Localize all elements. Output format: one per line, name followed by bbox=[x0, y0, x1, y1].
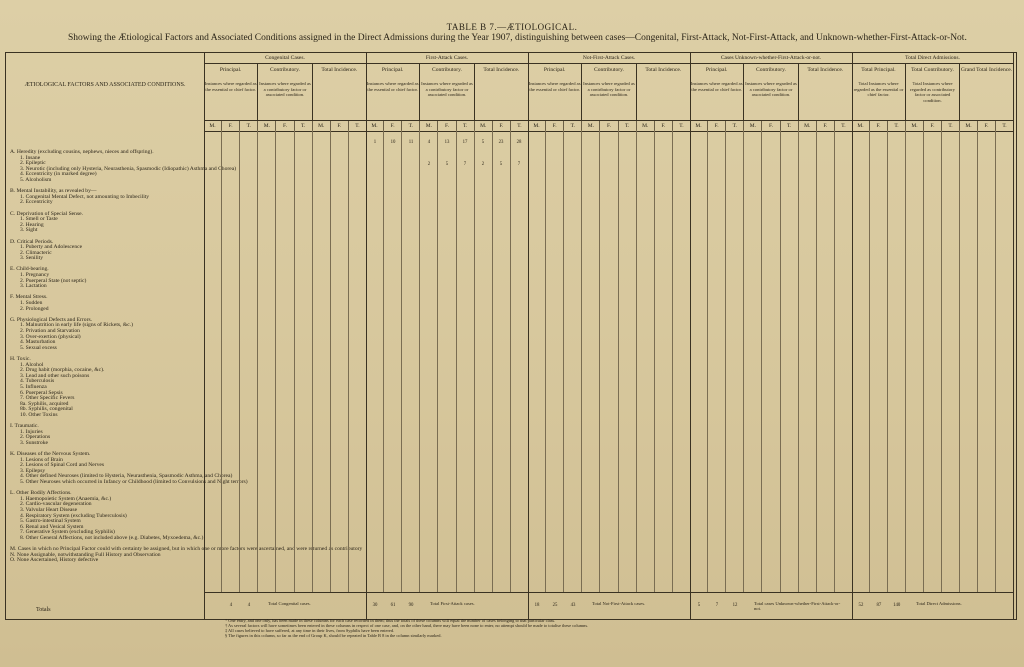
data-column bbox=[619, 130, 637, 593]
totals-label: Totals bbox=[36, 607, 51, 613]
group-total-label: Total Direct Admissions. bbox=[916, 601, 962, 606]
data-column bbox=[295, 130, 313, 593]
condition-category: E. Child-bearing. bbox=[10, 266, 49, 273]
data-columns bbox=[852, 130, 1013, 593]
data-column bbox=[313, 130, 331, 593]
sex-header: M. bbox=[906, 121, 924, 131]
data-column bbox=[978, 130, 996, 593]
data-column bbox=[762, 130, 780, 593]
condition-item: 5. Influenza bbox=[20, 383, 47, 390]
sex-header: F. bbox=[870, 121, 888, 131]
data-column bbox=[870, 130, 888, 593]
data-column bbox=[276, 130, 294, 593]
table-cell bbox=[402, 162, 420, 167]
condition-item: 3. Sight bbox=[20, 227, 38, 234]
sub-header-description: Total Instances where regarded as the essential or chief factor. bbox=[853, 81, 904, 98]
column-group bbox=[690, 53, 853, 619]
data-column bbox=[366, 130, 384, 593]
condition-item: 6. Renal and Vesical System bbox=[20, 523, 84, 530]
data-column bbox=[564, 130, 582, 593]
data-column bbox=[528, 130, 546, 593]
sub-header-description: Instances where regarded as the essential or chief factor. bbox=[366, 81, 419, 92]
sex-header: M. bbox=[475, 121, 493, 131]
data-column bbox=[817, 130, 835, 593]
sub-header-description: Instances where regarded as a contributory factor or associated condition. bbox=[421, 81, 473, 98]
sex-header: F. bbox=[438, 121, 456, 131]
sex-header: T. bbox=[781, 121, 799, 131]
column-group bbox=[366, 53, 529, 619]
sub-header-contributory bbox=[744, 64, 798, 120]
total-cell: 87 bbox=[876, 603, 882, 608]
sex-header: F. bbox=[222, 121, 240, 131]
condition-item: 3. Epilepsy bbox=[20, 467, 46, 474]
sex-header: M. bbox=[852, 121, 870, 131]
data-column bbox=[835, 130, 852, 593]
sex-header: T. bbox=[564, 121, 582, 131]
sex-header: F. bbox=[276, 121, 294, 131]
data-column bbox=[888, 130, 906, 593]
sex-header: F. bbox=[817, 121, 835, 131]
totals-row bbox=[528, 592, 690, 619]
sub-headers bbox=[366, 64, 528, 121]
table-cell: 7 bbox=[517, 162, 521, 167]
table-cell: 13 bbox=[444, 139, 450, 145]
group-total-label: Total Not-First-Attack cases. bbox=[592, 601, 646, 606]
condition-category: F. Mental Stress. bbox=[10, 294, 48, 301]
condition-item: 5. Alcoholism bbox=[20, 176, 52, 183]
sex-header: M. bbox=[799, 121, 817, 131]
condition-item: 7. Generative System (excluding Syphilis) bbox=[20, 529, 115, 536]
sex-header: F. bbox=[493, 121, 511, 131]
table-cell bbox=[384, 162, 402, 167]
sex-header: M. bbox=[690, 121, 708, 131]
data-column bbox=[852, 130, 870, 593]
data-column bbox=[942, 130, 960, 593]
condition-item: 2. Privation and Starvation bbox=[20, 328, 80, 334]
condition-item: 8. Other General Affections, not included above (e.g. Diabetes, Myxoedema, &c.) bbox=[20, 534, 204, 541]
total-cell: 30 bbox=[372, 603, 378, 608]
group-title: First-Attack Cases. bbox=[366, 53, 528, 64]
condition-category: K. Diseases of the Nervous System. bbox=[10, 451, 91, 458]
data-column bbox=[960, 130, 978, 593]
condition-item: 4. Respiratory System (excluding Tuberculosis) bbox=[20, 512, 127, 519]
sub-header-description: Instances where regarded as a contributory factor or associated condition. bbox=[259, 81, 311, 98]
condition-item: 2. Hearing bbox=[20, 221, 44, 228]
data-columns bbox=[204, 130, 366, 593]
column-group bbox=[852, 53, 1014, 619]
sub-headers bbox=[852, 64, 1013, 121]
table-row bbox=[366, 140, 528, 145]
table-cell: 17 bbox=[462, 139, 468, 145]
sex-header: F. bbox=[655, 121, 673, 131]
data-column bbox=[384, 130, 402, 593]
sex-header: T. bbox=[619, 121, 637, 131]
sex-header: F. bbox=[546, 121, 564, 131]
sex-header: T. bbox=[295, 121, 313, 131]
condition-item: 1. Malnutrition in early life (signs of Rickets, &c.) bbox=[20, 322, 133, 329]
table-cell: 1 bbox=[373, 139, 377, 145]
data-column bbox=[582, 130, 600, 593]
data-column bbox=[222, 130, 240, 593]
condition-item: 2. Prolonged bbox=[20, 305, 49, 312]
condition-item: 5. Sexual excess bbox=[20, 344, 57, 351]
sex-header: F. bbox=[331, 121, 349, 131]
sub-header-description: Instances where regarded as the essential or chief factor. bbox=[690, 81, 743, 92]
sub-header-description: Instances where regarded as a contributory factor or associated condition. bbox=[745, 81, 797, 98]
total-cell: 12 bbox=[732, 603, 738, 608]
sub-header-contributory bbox=[420, 64, 474, 120]
sex-header: T. bbox=[240, 121, 258, 131]
sex-header: T. bbox=[942, 121, 960, 131]
data-column bbox=[349, 130, 366, 593]
condition-item: 4. Masturbation bbox=[20, 339, 56, 346]
condition-item: 5. Other Neuroses which occurred in Infancy or Childhood (limited to Convulsions and Night terrors) bbox=[20, 479, 248, 486]
sub-header-description: Total Instances where regarded as contributory factor or associated condition. bbox=[910, 81, 955, 103]
sub-header-label: Principal. bbox=[381, 67, 404, 73]
sub-header-principal bbox=[204, 64, 258, 120]
totals-row bbox=[204, 592, 366, 619]
data-column bbox=[673, 130, 690, 593]
table-cell: 2 bbox=[427, 162, 431, 167]
condition-item: 1. Haemopoietic System (Anaemia, &c.) bbox=[20, 495, 112, 502]
sub-header-label: Principal. bbox=[219, 67, 242, 73]
sex-header: M. bbox=[528, 121, 546, 131]
sex-header: M. bbox=[258, 121, 276, 131]
sex-header: T. bbox=[726, 121, 744, 131]
condition-item: 2. Epileptic bbox=[20, 160, 46, 167]
condition-item: 5. Gastro-intestinal System bbox=[20, 518, 81, 525]
sub-header-principal bbox=[528, 64, 582, 120]
sex-header: T. bbox=[457, 121, 475, 131]
sex-header: M. bbox=[204, 121, 222, 131]
sex-header: F. bbox=[600, 121, 618, 131]
table-cell: 11 bbox=[408, 139, 414, 145]
table-row bbox=[366, 162, 528, 167]
sex-header: T. bbox=[1002, 123, 1007, 129]
condition-item: 2. Climacteric bbox=[20, 249, 52, 256]
condition-category: B. Mental Instability, as revealed by— bbox=[10, 188, 97, 195]
condition-category: H. Toxic. bbox=[10, 355, 31, 362]
group-title: Total Direct Admissions. bbox=[852, 53, 1013, 64]
data-column bbox=[204, 130, 222, 593]
sub-header-label: Total Incidence. bbox=[483, 67, 520, 73]
data-column bbox=[690, 130, 708, 593]
sex-header: M. bbox=[744, 121, 762, 131]
data-columns bbox=[366, 130, 528, 593]
table-cell: 28 bbox=[516, 139, 522, 145]
condition-item: 7. Other Specific Fevers bbox=[20, 395, 75, 402]
total-cell: 25 bbox=[552, 603, 558, 608]
group-total-label: Total Congenital cases. bbox=[268, 601, 311, 606]
table-cell: 23 bbox=[498, 139, 504, 145]
data-column bbox=[420, 130, 438, 593]
sub-header-total bbox=[960, 64, 1013, 120]
sub-header-label: Grand Total Incidence. bbox=[960, 67, 1013, 73]
total-cell: 52 bbox=[858, 603, 864, 608]
sex-header: T. bbox=[888, 121, 906, 131]
condition-item: 3. Senility bbox=[20, 255, 43, 262]
data-column bbox=[240, 130, 258, 593]
group-total-label: Total First-Attack cases. bbox=[430, 601, 475, 606]
condition-item: 2. Puerperal State (not septic) bbox=[20, 277, 87, 284]
data-columns bbox=[690, 130, 852, 593]
table-title: TABLE B 7.—ÆTIOLOGICAL. bbox=[446, 22, 578, 32]
condition-item: 1. Congenital Mental Defect, not amounting to Imbecility bbox=[20, 193, 150, 200]
condition-category: G. Physiological Defects and Errors. bbox=[10, 316, 93, 323]
sub-header-label: Contributory. bbox=[432, 67, 462, 73]
total-cell: 43 bbox=[570, 603, 576, 608]
condition-item: 1. Injuries bbox=[20, 428, 43, 435]
sex-header: T. bbox=[355, 123, 360, 129]
condition-item: 3. Sunstroke bbox=[20, 439, 48, 446]
condition-item: 1. Alcohol bbox=[20, 361, 44, 368]
data-column bbox=[655, 130, 673, 593]
sex-header: T. bbox=[402, 121, 420, 131]
sub-headers bbox=[690, 64, 852, 121]
condition-item: 2. Lesions of Spinal Cord and Nerves bbox=[20, 462, 105, 469]
footnote: † As several factors will have sometimes been entered in these columns in respect of one case, and, on the other hand, there may have been none to enter, no attempt should be made to totalise these columns. bbox=[225, 623, 589, 628]
sub-header-contributory bbox=[906, 64, 960, 120]
sex-header: F. bbox=[762, 121, 780, 131]
column-group bbox=[528, 53, 691, 619]
condition-item: 3. Neurotic (including only Hysteria, Neurasthenia, Spasmodic (Idiopathic) Asthma and Chorea) bbox=[20, 165, 237, 172]
sub-header-label: Total Incidence. bbox=[807, 67, 844, 73]
sex-header: F. bbox=[708, 121, 726, 131]
data-columns bbox=[528, 130, 690, 593]
data-column bbox=[475, 130, 493, 593]
condition-category: N. None Assignable, notwithstanding Full History and Observation bbox=[10, 551, 161, 558]
data-column bbox=[600, 130, 618, 593]
sub-headers bbox=[528, 64, 690, 121]
condition-item: 2. Drug habit (morphia, cocaine, &c). bbox=[20, 367, 105, 374]
data-column bbox=[799, 130, 817, 593]
sex-header: M. bbox=[960, 121, 978, 131]
sub-header-principal bbox=[852, 64, 906, 120]
table-cell: 7 bbox=[463, 162, 467, 167]
condition-item: 4. Eccentricity (in marked degree) bbox=[20, 171, 97, 178]
total-cell: 90 bbox=[408, 603, 414, 608]
data-column bbox=[258, 130, 276, 593]
data-column bbox=[331, 130, 349, 593]
sub-header-label: Contributory. bbox=[756, 67, 786, 73]
data-column bbox=[906, 130, 924, 593]
sex-header: F. bbox=[384, 121, 402, 131]
sub-header-description: Instances where regarded as the essential or chief factor. bbox=[528, 81, 581, 92]
sex-header: T. bbox=[841, 123, 846, 129]
table-cell: 5 bbox=[499, 162, 503, 167]
data-column bbox=[781, 130, 799, 593]
sex-header: M. bbox=[366, 121, 384, 131]
condition-item: 3. Valvular Heart Disease bbox=[20, 507, 78, 513]
data-column bbox=[744, 130, 762, 593]
conditions-heading: ÆTIOLOGICAL FACTORS AND ASSOCIATED CONDITIONS. bbox=[24, 82, 186, 88]
condition-item: 1. Smell or Taste bbox=[20, 216, 58, 223]
group-title: Congenital Cases. bbox=[204, 53, 366, 64]
sub-header-label: Contributory. bbox=[270, 67, 300, 73]
sub-header-principal bbox=[690, 64, 744, 120]
data-column bbox=[402, 130, 420, 593]
totals-row bbox=[852, 592, 1013, 619]
sex-header: M. bbox=[582, 121, 600, 131]
footnotes bbox=[225, 618, 825, 638]
condition-category: M. Cases in which no Principal Factor could with certainty be assigned, but in which one or more factors were ascertained, and were returned as contributory bbox=[10, 546, 363, 553]
condition-category: I. Traumatic. bbox=[10, 423, 39, 430]
sub-header-contributory bbox=[258, 64, 312, 120]
conditions-list bbox=[10, 149, 363, 564]
condition-item: 4. Tuberculosis bbox=[20, 378, 55, 385]
condition-item: 6. Puerperal Sepsis bbox=[20, 389, 63, 396]
total-cell: 4 bbox=[247, 603, 251, 608]
totals-row bbox=[690, 592, 852, 619]
sex-header: F. bbox=[924, 121, 942, 131]
condition-item: 1. Sudden bbox=[20, 300, 43, 307]
condition-item: 8b. Syphilis, congenital bbox=[20, 406, 73, 413]
total-cell: 61 bbox=[390, 603, 396, 608]
condition-item: 2. Eccentricity bbox=[20, 199, 53, 206]
data-column bbox=[708, 130, 726, 593]
sub-header-label: Contributory. bbox=[594, 67, 624, 73]
sub-header-label: Principal. bbox=[543, 67, 566, 73]
table-cell: 5 bbox=[445, 162, 449, 167]
sub-headers bbox=[204, 64, 366, 121]
condition-item: 2. Operations bbox=[20, 434, 51, 441]
table-subtitle: Showing the Ætiological Factors and Associated Conditions assigned in the Direct Admissions during the Year 1907, distinguishing between cases—Congenital, First-Attack, Not-First-Attack, and Unknown-whether-First-Attack-or-Not. bbox=[68, 33, 967, 43]
condition-category: A. Heredity (excluding cousins, nephews, nieces and offspring). bbox=[10, 149, 154, 155]
table-cell bbox=[366, 162, 384, 167]
sub-header-total bbox=[313, 64, 366, 120]
table-cell: 2 bbox=[481, 162, 485, 167]
sub-header-label: Total Incidence. bbox=[321, 67, 358, 73]
data-column bbox=[493, 130, 511, 593]
data-column bbox=[726, 130, 744, 593]
condition-item: 1. Pregnancy bbox=[20, 272, 50, 279]
sex-header: M. bbox=[313, 121, 331, 131]
sub-header-label: Principal. bbox=[705, 67, 728, 73]
sub-header-description: Instances where regarded as a contributory factor or associated condition. bbox=[583, 81, 635, 98]
condition-category: O. None Ascertained, History defective bbox=[10, 557, 99, 564]
group-title: Not-First-Attack Cases. bbox=[528, 53, 690, 64]
sub-header-label: Total Principal. bbox=[861, 67, 896, 73]
sub-header-principal bbox=[366, 64, 420, 120]
column-group bbox=[204, 53, 367, 619]
condition-item: 10. Other Toxins bbox=[20, 411, 58, 418]
footnote: § The figures in this column, so far as the end of Group K, should be repeated in Table B 8 in the column similarly marked. bbox=[225, 633, 442, 638]
total-cell: 5 bbox=[697, 603, 701, 608]
table-frame bbox=[5, 52, 1017, 620]
table-cell: 4 bbox=[427, 139, 431, 145]
condition-category: L. Other Bodily Affections. bbox=[10, 490, 72, 497]
total-cell bbox=[204, 603, 222, 608]
sub-header-total bbox=[637, 64, 690, 120]
condition-item: 3. Lactation bbox=[20, 283, 47, 290]
condition-item: 2. Cardio-vascular degeneration bbox=[20, 501, 92, 508]
condition-item: 8a. Syphilis, acquired bbox=[20, 400, 69, 407]
totals-row bbox=[366, 592, 528, 619]
sex-header: F. bbox=[978, 121, 996, 131]
sex-header: T. bbox=[517, 123, 522, 129]
condition-category: C. Deprivation of Special Sense. bbox=[10, 210, 84, 217]
data-column bbox=[511, 130, 528, 593]
footnote: ‡ All cases believed to have suffered, at any time in their lives, from Syphilis have been entered. bbox=[225, 628, 395, 633]
group-total-label: Total cases Unknown-whether-First-Attack-or-not. bbox=[754, 601, 841, 611]
total-cell: 18 bbox=[534, 603, 540, 608]
total-cell: 7 bbox=[715, 603, 719, 608]
data-column bbox=[546, 130, 564, 593]
sex-header: T. bbox=[679, 123, 684, 129]
data-column bbox=[438, 130, 456, 593]
condition-item: 3. Lead and other such poisons bbox=[20, 372, 90, 379]
condition-item: 1. Puberty and Adolescence bbox=[20, 244, 83, 251]
condition-category: D. Critical Periods. bbox=[10, 238, 54, 245]
sub-header-description: Instances where regarded as the essential or chief factor. bbox=[204, 81, 257, 92]
footnote: * One entry, and one only, has been made in these columns for each case recorded in them; thus the totals of these columns will equal the number of cases belonging to that particular class. bbox=[225, 618, 556, 623]
data-column bbox=[457, 130, 475, 593]
sex-header: M. bbox=[637, 121, 655, 131]
sub-header-label: Total Contributory. bbox=[911, 67, 954, 73]
data-column bbox=[637, 130, 655, 593]
condition-item: 1. Insane bbox=[20, 154, 41, 161]
sub-header-total bbox=[475, 64, 528, 120]
condition-item: 4. Other defined Neuroses (limited to Hysteria, Neurasthenia, Spasmodic Asthma, and Chorea) bbox=[20, 473, 233, 480]
total-cell: 4 bbox=[229, 603, 233, 608]
condition-item: 1. Lesions of Brain bbox=[20, 456, 63, 463]
condition-item: 3. Over-exertion (physical) bbox=[20, 333, 81, 340]
table-cell: 5 bbox=[481, 139, 485, 145]
sub-header-label: Total Incidence. bbox=[645, 67, 682, 73]
data-column bbox=[996, 130, 1013, 593]
table-cell: 10 bbox=[390, 139, 396, 145]
sex-header: M. bbox=[420, 121, 438, 131]
group-title: Cases Unknown-whether-First-Attack-or-not. bbox=[690, 53, 852, 64]
total-cell: 140 bbox=[893, 603, 901, 608]
sub-header-contributory bbox=[582, 64, 636, 120]
sub-header-total bbox=[799, 64, 852, 120]
data-column bbox=[924, 130, 942, 593]
